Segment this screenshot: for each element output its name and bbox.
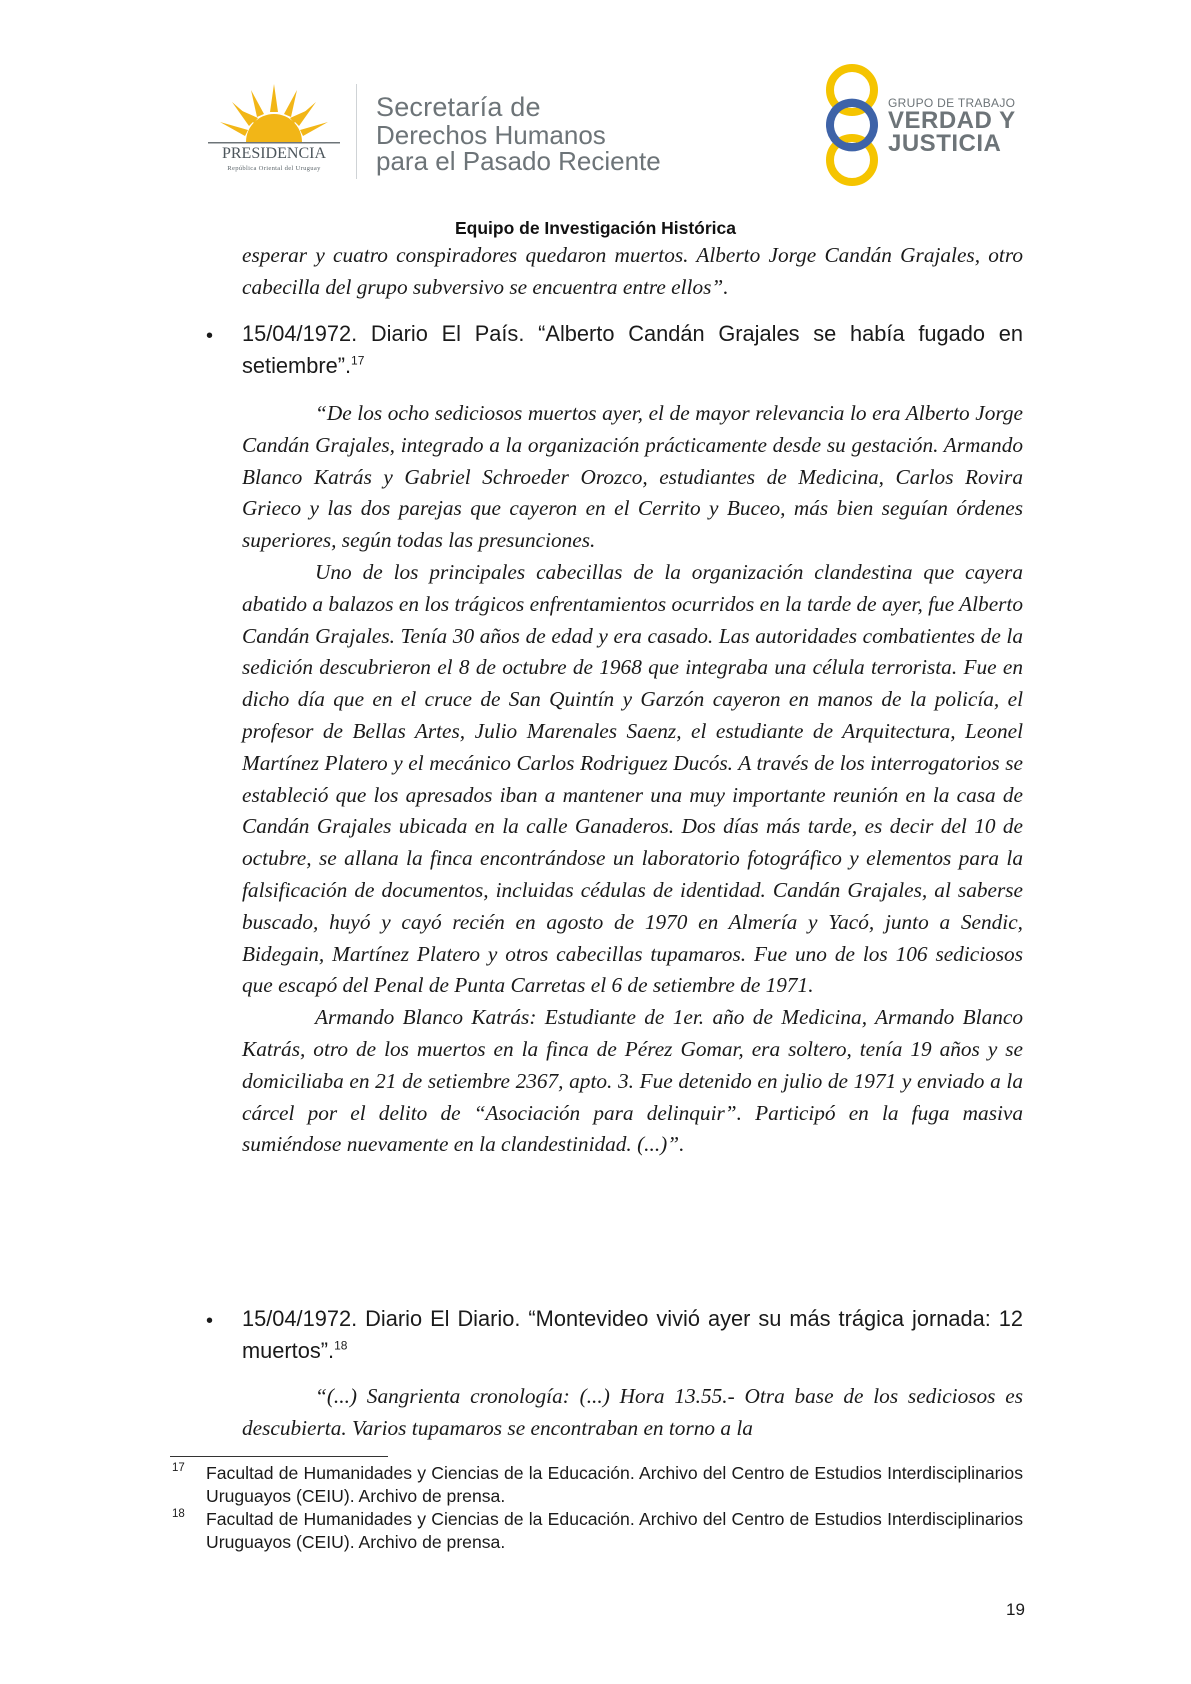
logo-divider — [356, 84, 357, 179]
bullet-2: • — [206, 1310, 214, 1332]
secretaria-line-1: Secretaría de — [376, 92, 541, 122]
secretaria-line-3: para el Pasado Reciente — [376, 146, 661, 176]
interlocked-rings-icon — [812, 62, 892, 188]
footnote-rule — [170, 1456, 388, 1457]
entry-2-heading-text: 15/04/1972. Diario El Diario. “Montevideo vivió ayer su más trágica jornada: 12 muertos”. — [242, 1306, 1023, 1363]
footnote-ref-17: 17 — [351, 353, 365, 368]
footnote-number-18: 18 — [172, 1508, 185, 1520]
entry-1-heading-text: 15/04/1972. Diario El País. “Alberto Candán Grajales se había fugado en setiembre”. — [242, 321, 1023, 378]
presidencia-name: PRESIDENCIA — [221, 145, 327, 162]
footnote-18: Facultad de Humanidades y Ciencias de la Educación. Archivo del Centro de Estudios Interdisciplinarios Uruguayos (CEIU). Archivo de prensa. — [206, 1509, 1023, 1552]
entry-2-quote: “(...) Sangrienta cronología: (...) Hora 13.55.- Otra base de los sediciosos es descubierta. Varios tupamaros se encontraban en torno a la — [242, 1384, 1023, 1440]
footnote-number-17: 17 — [172, 1462, 185, 1474]
entry-1-quote — [242, 398, 1023, 1161]
presidencia-subtitle: República Oriental del Uruguay — [227, 165, 321, 172]
footnote-ref-18: 18 — [334, 1338, 348, 1353]
team-title: Equipo de Investigación Histórica — [454, 218, 737, 238]
page-number: 19 — [1006, 1600, 1025, 1619]
presidencia-logo — [196, 84, 352, 176]
quote-paragraph-2: Uno de los principales cabecillas de la organización clandestina que cayera abatido a balazos en los trágicos enfrentamientos ocurridos en la tarde de ayer, fue Alberto Candán Grajales. Tenía 30 años de edad y era casado. Las autoridades combatientes de la sedición descubrieron el 8 de octubre de 1968 que integraba una célula terrorista. Fue en dicho día que en el cruce de San Quintín y Garzón cayeron en manos de la policía, el profesor de Bellas Artes, Julio Marenales Saenz, el estudiante de Arquitectura, Leonel Martínez Platero y el mecánico Carlos Rodriguez Ducós. A través de los interrogatorios se estableció que los apresados iban a mantener una muy importante reunión en la casa de Candán Grajales ubicada en la calle Ganaderos. Dos días más tarde, es decir del 10 de octubre, se allana la finca encontrándose un laboratorio fotográfico y elementos para la falsificación de documentos, incluidas cédulas de identidad. Candán Grajales, al saberse buscado, huyó y cayó recién en agosto de 1970 en Almería y Yacó, junto a Sendic, Bidegain, Martínez Platero y otros cabecillas tupamaros. Fue uno de los 106 sediciosos que escapó del Penal de Punta Carretas el 6 de setiembre de 1971. — [242, 559, 1023, 998]
footnote-17: Facultad de Humanidades y Ciencias de la Educación. Archivo del Centro de Estudios Interdisciplinarios Uruguayos (CEIU). Archivo de prensa. — [206, 1463, 1023, 1506]
quote-paragraph-3: Armando Blanco Katrás: Estudiante de 1er. año de Medicina, Armando Blanco Katrás, otro de los muertos en la finca de Pérez Gomar, era soltero, tenía 19 años y se domiciliaba en 21 de setiembre 2367, apto. 3. Fue detenido en julio de 1971 y enviado a la cárcel por el delito de “Asociación para delinquir”. Participó en la fuga masiva sumiéndose nuevamente en la clandestinidad. (...)”. — [242, 1005, 1023, 1157]
sun-emblem-icon — [196, 84, 352, 176]
grupo-line-2: VERDAD Y — [888, 107, 1016, 134]
secretaria-line-2: Derechos Humanos — [376, 120, 606, 150]
grupo-line-3: JUSTICIA — [888, 130, 1002, 157]
grupo-line-1: GRUPO DE TRABAJO — [888, 96, 1016, 110]
bullet-1: • — [206, 325, 214, 347]
entry-1-heading — [242, 318, 1023, 381]
quote-paragraph-1: “De los ocho sediciosos muertos ayer, el de mayor relevancia lo era Alberto Jorge Candán Grajales, integrado a la organización prácticamente desde su gestación. Armando Blanco Katrás y Gabriel Schroeder Orozco, estudiantes de Medicina, Carlos Rovira Grieco y las dos parejas que cayeron en el Cerrito y Buceo, más bien seguían órdenes superiores, según todas las presunciones. — [242, 401, 1023, 553]
entry-2-heading — [242, 1303, 1023, 1366]
intro-quote: esperar y cuatro conspiradores quedaron muertos. Alberto Jorge Candán Grajales, otro cabecilla del grupo subversivo se encuentra entre ellos”. — [242, 243, 1023, 299]
